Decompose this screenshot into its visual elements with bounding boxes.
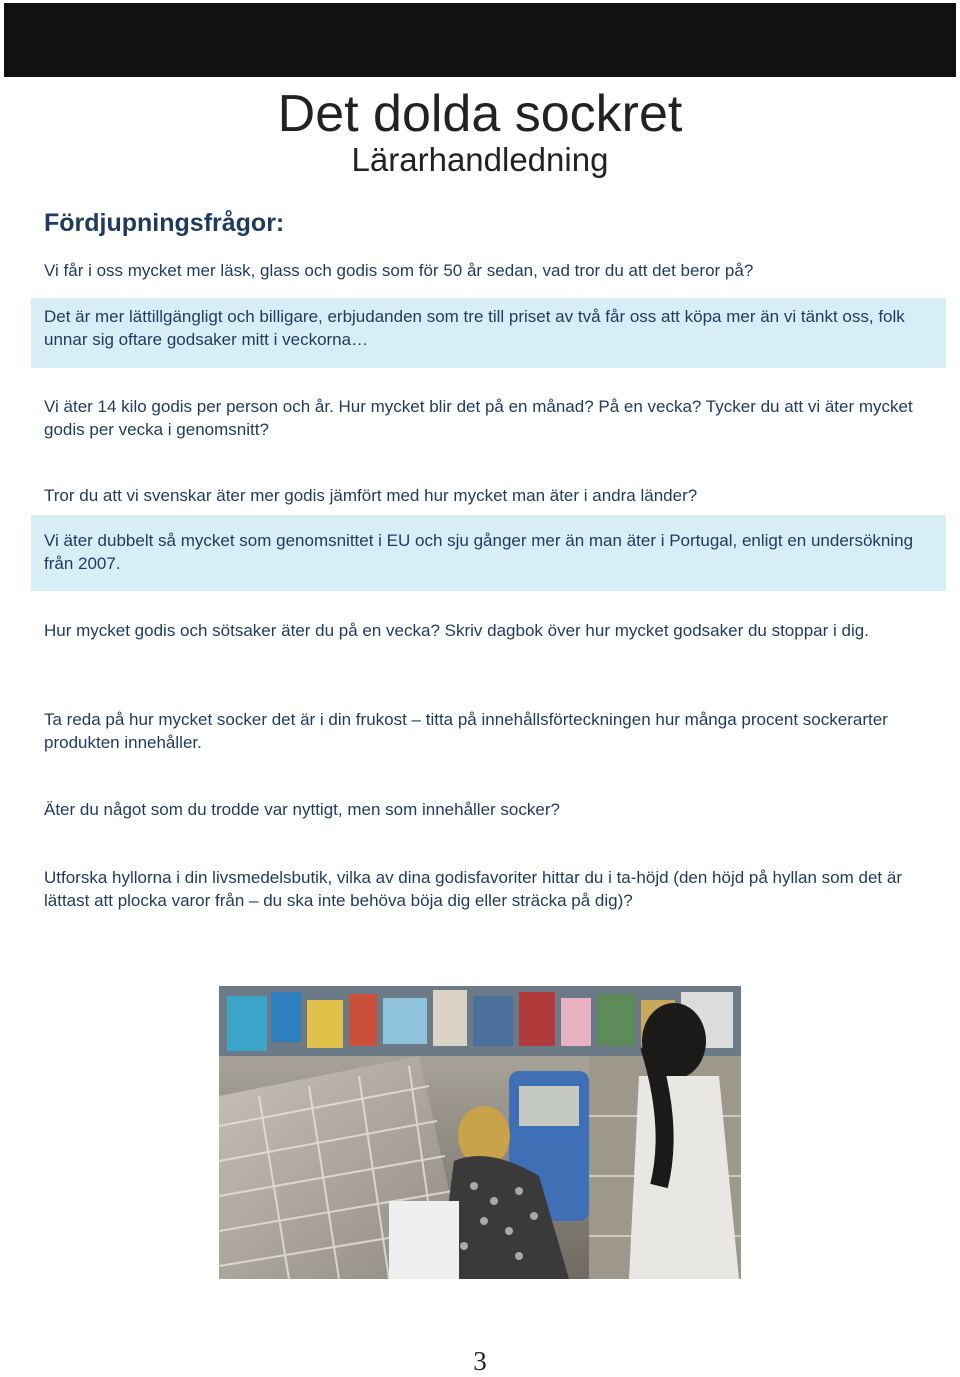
top-black-bar xyxy=(4,3,956,77)
answer-2: Vi äter dubbelt så mycket som genomsnittet i EU och sju gånger mer än man äter i Portugal, enligt en undersökning från 2007. xyxy=(44,531,914,573)
question-3: Tror du att vi svenskar äter mer godis jämfört med hur mycket man äter i andra länder? xyxy=(44,486,698,505)
question-7: Utforska hyllorna i din livsmedelsbutik, vilka av dina godisfavoriter hittar du i ta-höjd (den höjd på hyllan som det är lättast att plocka varor från – du ska inte behöva böja dig eller sträcka på dig)? xyxy=(44,868,902,910)
section-heading: Fördjupningsfrågor: xyxy=(44,209,285,237)
store-photo xyxy=(219,986,741,1279)
page-subtitle: Lärarhandledning xyxy=(351,141,609,178)
question-5: Ta reda på hur mycket socker det är i din frukost – titta på innehållsförteckningen hur många procent sockerarter produkten innehåller. xyxy=(44,710,888,752)
answer-1: Det är mer lättillgängligt och billigare, erbjudanden som tre till priset av två får oss att köpa mer än vi tänkt oss, folk unnar sig oftare godsaker mitt i veckorna… xyxy=(44,307,905,349)
question-6: Äter du något som du trodde var nyttigt, men som innehåller socker? xyxy=(44,800,560,819)
question-4: Hur mycket godis och sötsaker äter du på en vecka? Skriv dagbok över hur mycket godsaker du stoppar i dig. xyxy=(44,621,869,640)
page-number: 3 xyxy=(473,1346,487,1376)
question-1: Vi får i oss mycket mer läsk, glass och godis som för 50 år sedan, vad tror du att det beror på? xyxy=(44,261,754,280)
page-title: Det dolda sockret xyxy=(277,85,683,143)
answer-box-2 xyxy=(31,515,946,591)
answer-box-1 xyxy=(31,298,946,368)
question-2: Vi äter 14 kilo godis per person och år. Hur mycket blir det på en månad? På en vecka? Tycker du att vi äter mycket godis per vecka i genomsnitt? xyxy=(44,397,913,439)
